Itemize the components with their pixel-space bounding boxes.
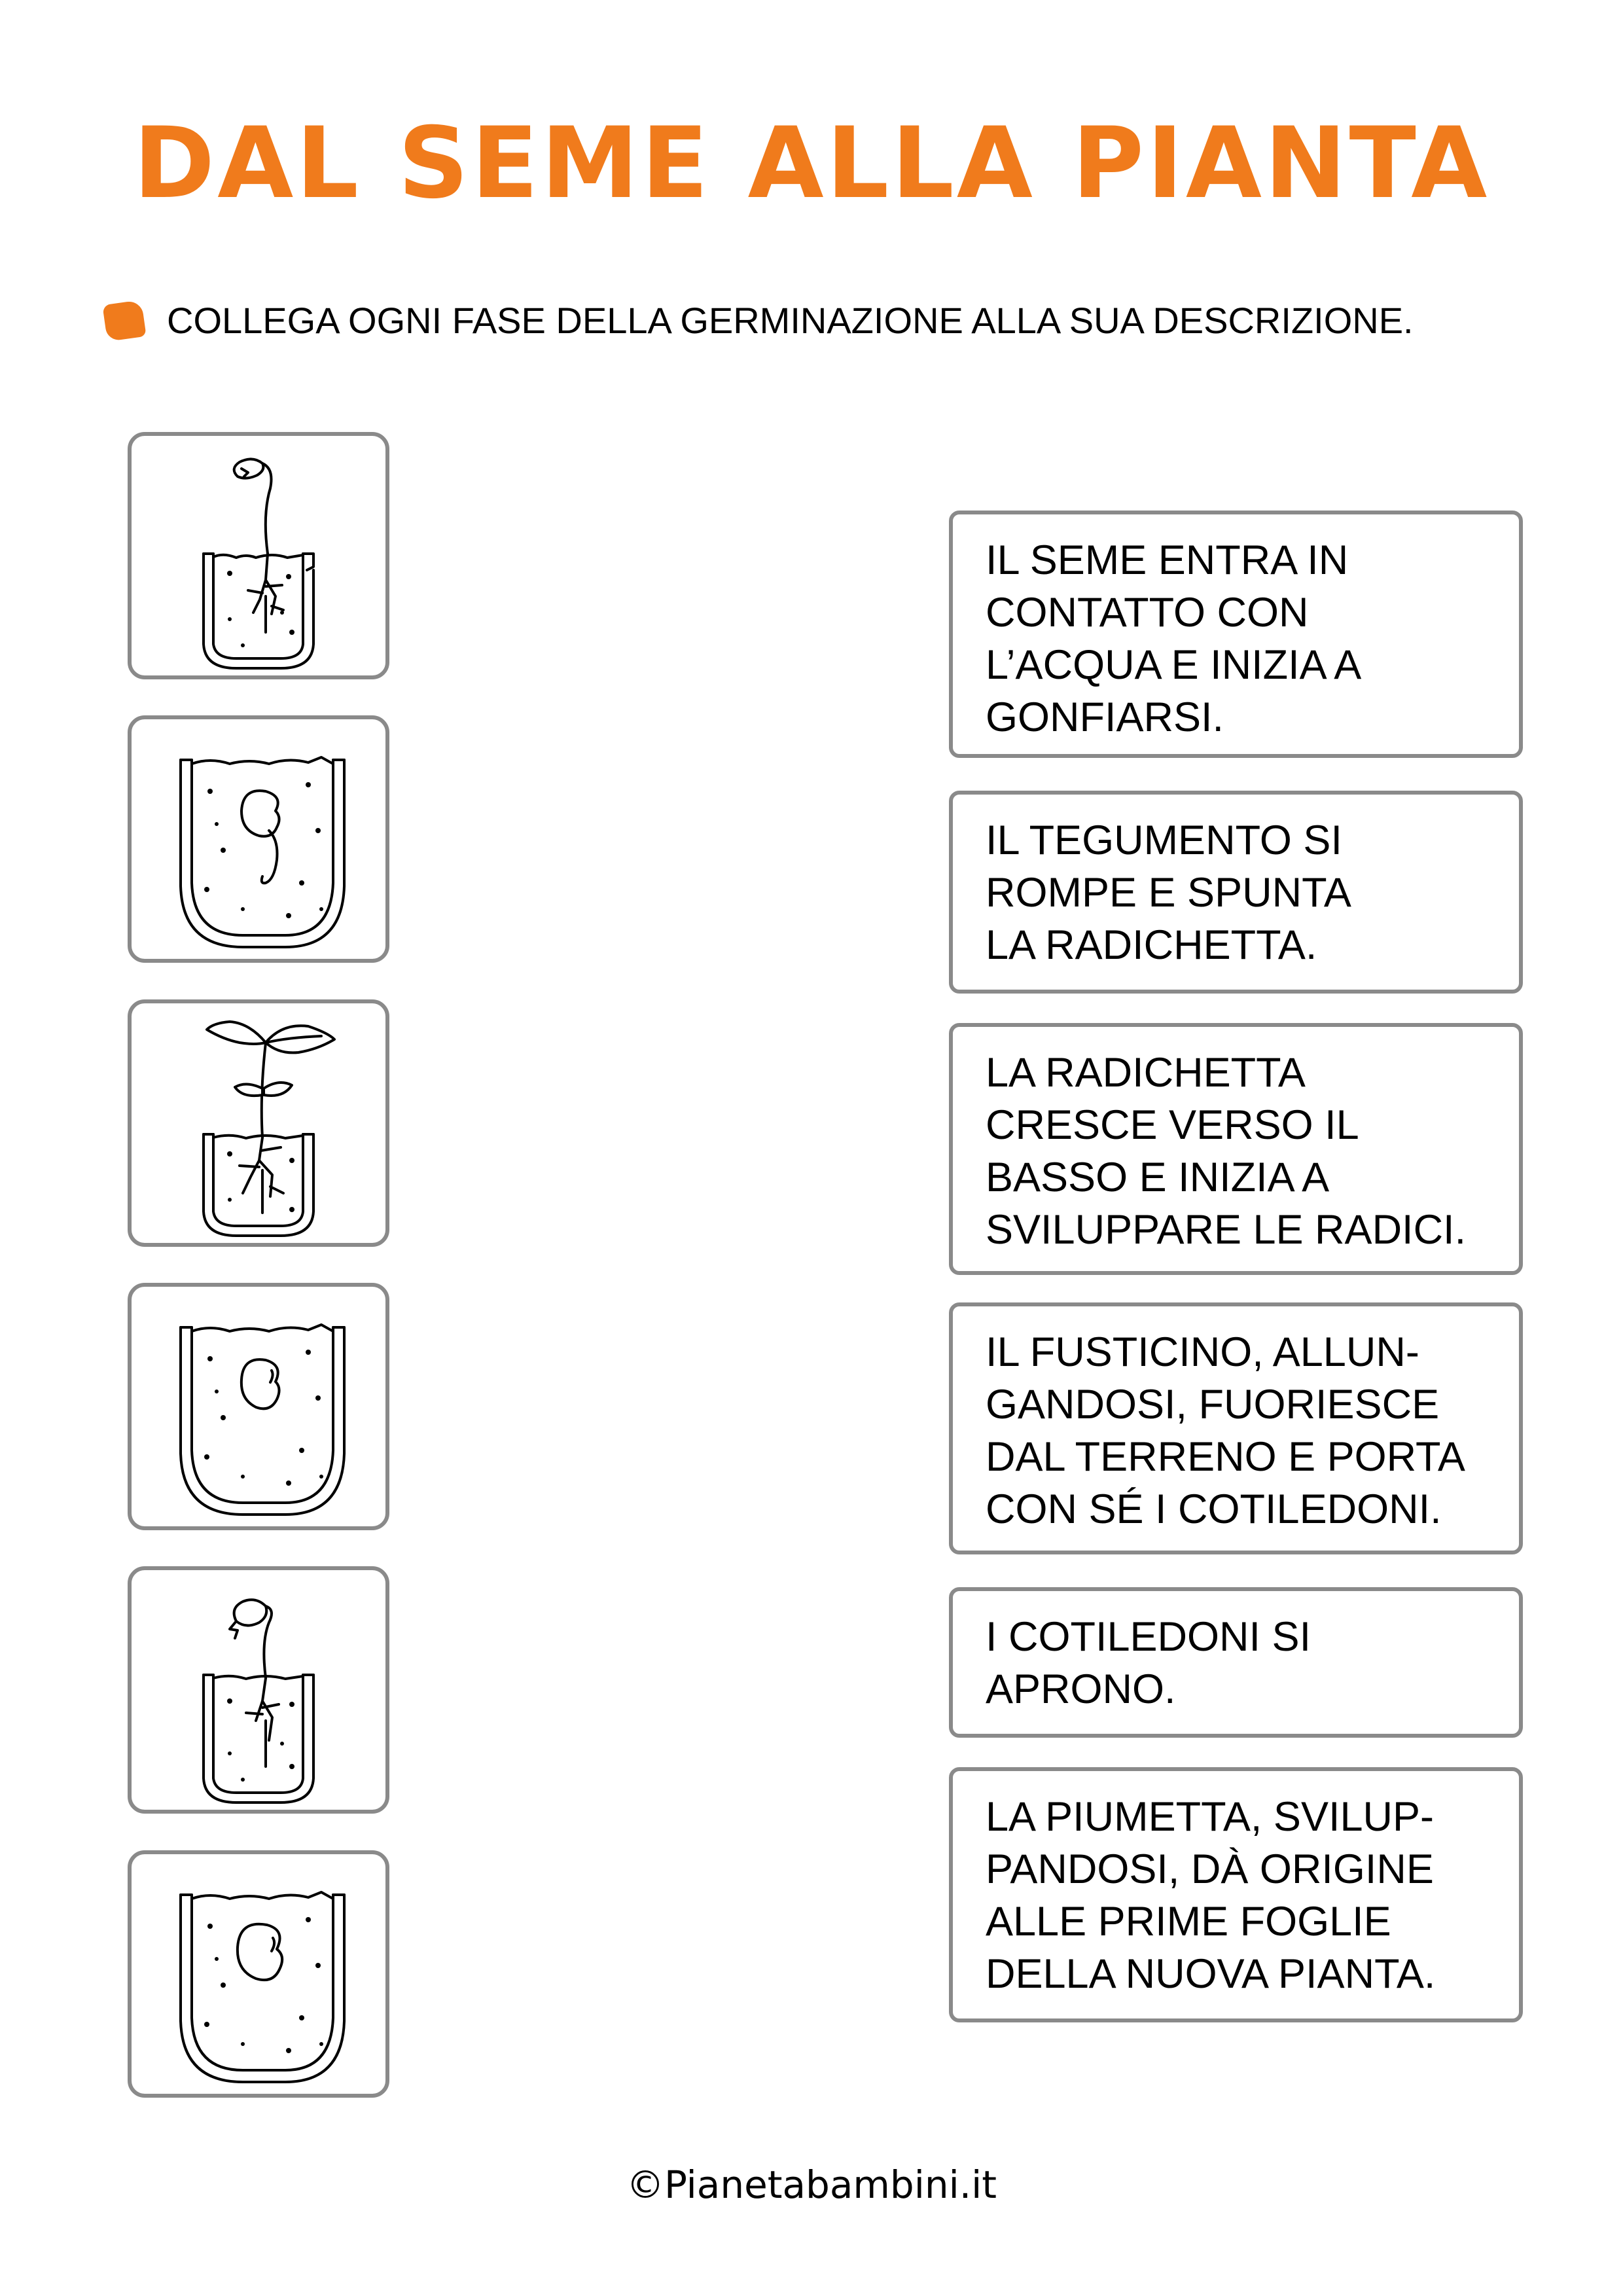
stage-image-1[interactable] <box>128 432 389 679</box>
stage-image-4[interactable] <box>128 1283 389 1530</box>
page-title: DAL SEME ALLA PIANTA <box>133 107 1490 221</box>
stage-image-6[interactable] <box>128 1850 389 2098</box>
sprout-hook-emerging-icon <box>132 1570 385 1810</box>
stage-image-3[interactable] <box>128 999 389 1247</box>
description-box-2[interactable]: IL TEGUMENTO SI ROMPE E SPUNTA LA RADICHETTA. <box>949 791 1523 994</box>
plant-with-first-leaves-icon <box>132 1003 385 1243</box>
description-box-4[interactable]: IL FUSTICINO, ALLUN- GANDOSI, FUORIESCE DAL TERRENO E PORTA CON SÉ I COTILEDONI. <box>949 1302 1523 1554</box>
sprout-with-closed-cotyledons-icon <box>132 436 385 675</box>
seed-in-soil-icon <box>132 1287 385 1526</box>
description-box-3[interactable]: LA RADICHETTA CRESCE VERSO IL BASSO E INIZIA A SVILUPPARE LE RADICI. <box>949 1023 1523 1275</box>
bullet-icon <box>102 300 146 342</box>
seed-with-radicle-icon <box>132 719 385 959</box>
instruction-text: COLLEGA OGNI FASE DELLA GERMINAZIONE ALLA SUA DESCRIZIONE. <box>167 300 1414 341</box>
footer-copyright: ©Pianetabambini.it <box>626 2162 997 2207</box>
seed-swelling-icon <box>132 1854 385 2094</box>
description-box-1[interactable]: IL SEME ENTRA IN CONTATTO CON L’ACQUA E INIZIA A GONFIARSI. <box>949 511 1523 758</box>
stage-image-2[interactable] <box>128 715 389 963</box>
stage-image-5[interactable] <box>128 1566 389 1814</box>
description-box-5[interactable]: I COTILEDONI SI APRONO. <box>949 1587 1523 1738</box>
description-box-6[interactable]: LA PIUMETTA, SVILUP- PANDOSI, DÀ ORIGINE ALLE PRIME FOGLIE DELLA NUOVA PIANTA. <box>949 1767 1523 2022</box>
